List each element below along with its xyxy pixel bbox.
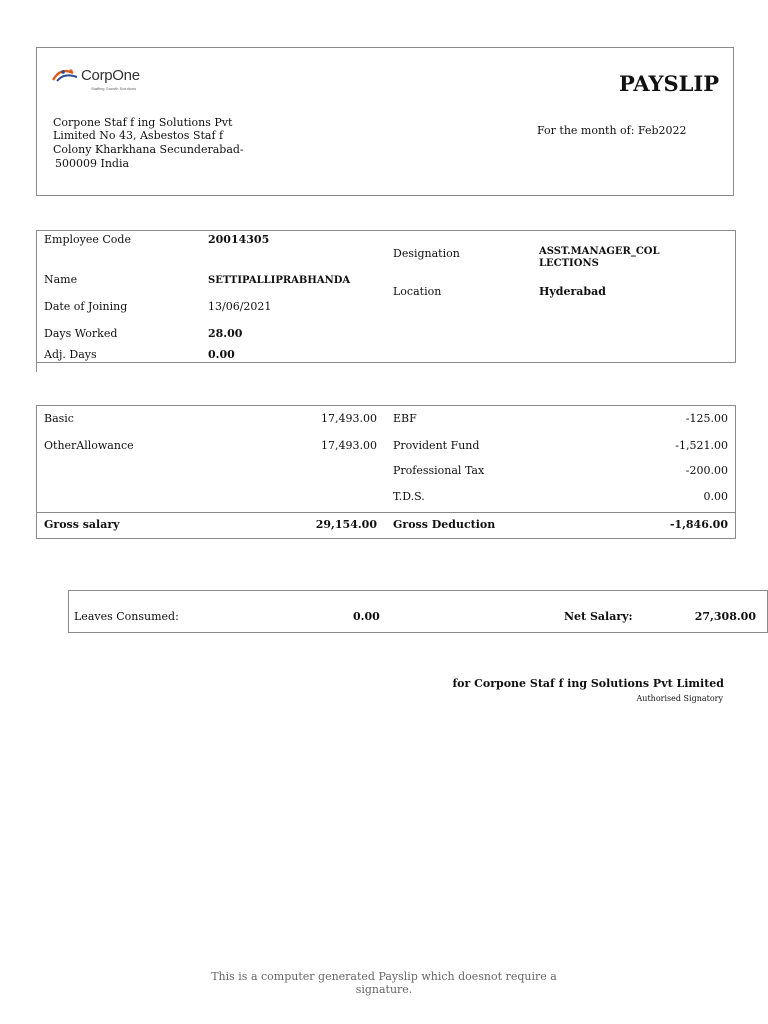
- leaves-consumed-label: Leaves Consumed:: [74, 610, 179, 623]
- company-logo: [51, 66, 146, 94]
- designation-value-line-2: LECTIONS: [539, 258, 599, 269]
- net-salary-box: [68, 590, 768, 633]
- deduction-amount: -200.00: [685, 464, 728, 477]
- days-worked-value: 28.00: [208, 327, 243, 340]
- designation-value-line-1: ASST.MANAGER_COL: [539, 246, 660, 257]
- month-value: Feb2022: [637, 124, 687, 137]
- gross-deduction-value: -1,846.00: [669, 518, 728, 531]
- gross-deduction-label: Gross Deduction: [393, 518, 496, 531]
- earning-label: OtherAllowance: [44, 439, 134, 452]
- month-line: [537, 124, 687, 138]
- adj-days-label: Adj. Days: [44, 348, 97, 361]
- deduction-amount: -1,521.00: [675, 439, 728, 452]
- location-label: Location: [393, 285, 442, 298]
- doj-value: 13/06/2021: [208, 300, 272, 313]
- month-label: For the month of:: [537, 124, 635, 137]
- earning-amount: 17,493.00: [321, 412, 377, 425]
- company-address-line-1: Corpone Staf f ing Solutions Pvt: [53, 116, 233, 129]
- days-worked-label: Days Worked: [44, 327, 118, 340]
- employee-code-label: Employee Code: [44, 233, 131, 246]
- signatory-company: for Corpone Staf f ing Solutions Pvt Limited: [452, 677, 724, 690]
- leaves-consumed-value: 0.00: [353, 610, 380, 623]
- net-salary-value: 27,308.00: [694, 610, 756, 623]
- signatory-caption: Authorised Signatory: [636, 694, 723, 703]
- name-label: Name: [44, 273, 78, 286]
- company-address-line-4: 500009 India: [55, 157, 130, 170]
- footer-note: [184, 970, 584, 996]
- deduction-amount: -125.00: [685, 412, 728, 425]
- logo-text: CorpOne: [81, 67, 140, 84]
- footer-line-1: This is a computer generated Payslip which doesnot require a: [211, 970, 557, 983]
- earnings-deductions-box: [36, 405, 736, 539]
- employee-details-box: [36, 230, 736, 363]
- payslip-title: PAYSLIP: [618, 71, 719, 96]
- logo-swoosh-icon: [51, 68, 81, 84]
- deduction-amount: 0.00: [703, 490, 728, 503]
- company-address-line-3: Colony Kharkhana Secunderabad-: [53, 143, 244, 156]
- deduction-label: T.D.S.: [393, 490, 425, 503]
- employee-code-value: 20014305: [208, 233, 270, 246]
- earning-label: Basic: [44, 412, 74, 425]
- earning-amount: 17,493.00: [321, 439, 377, 452]
- header-box: [36, 47, 734, 196]
- doj-label: Date of Joining: [44, 300, 128, 313]
- gross-salary-value: 29,154.00: [315, 518, 377, 531]
- details-box-tick: [36, 362, 37, 372]
- company-address-line-2: Limited No 43, Asbestos Staf f: [53, 129, 224, 142]
- location-value: Hyderabad: [539, 285, 606, 298]
- logo-tagline: Staffing Growth Solutions: [91, 86, 137, 91]
- totals-divider: [37, 512, 735, 513]
- deduction-label: Provident Fund: [393, 439, 480, 452]
- deduction-label: EBF: [393, 412, 417, 425]
- adj-days-value: 0.00: [208, 348, 235, 361]
- deduction-label: Professional Tax: [393, 464, 485, 477]
- footer-line-2: signature.: [355, 983, 413, 996]
- designation-label: Designation: [393, 247, 460, 260]
- gross-salary-label: Gross salary: [44, 518, 120, 531]
- net-salary-label: Net Salary:: [564, 610, 633, 623]
- name-value: SETTIPALLIPRABHANDA: [208, 275, 351, 286]
